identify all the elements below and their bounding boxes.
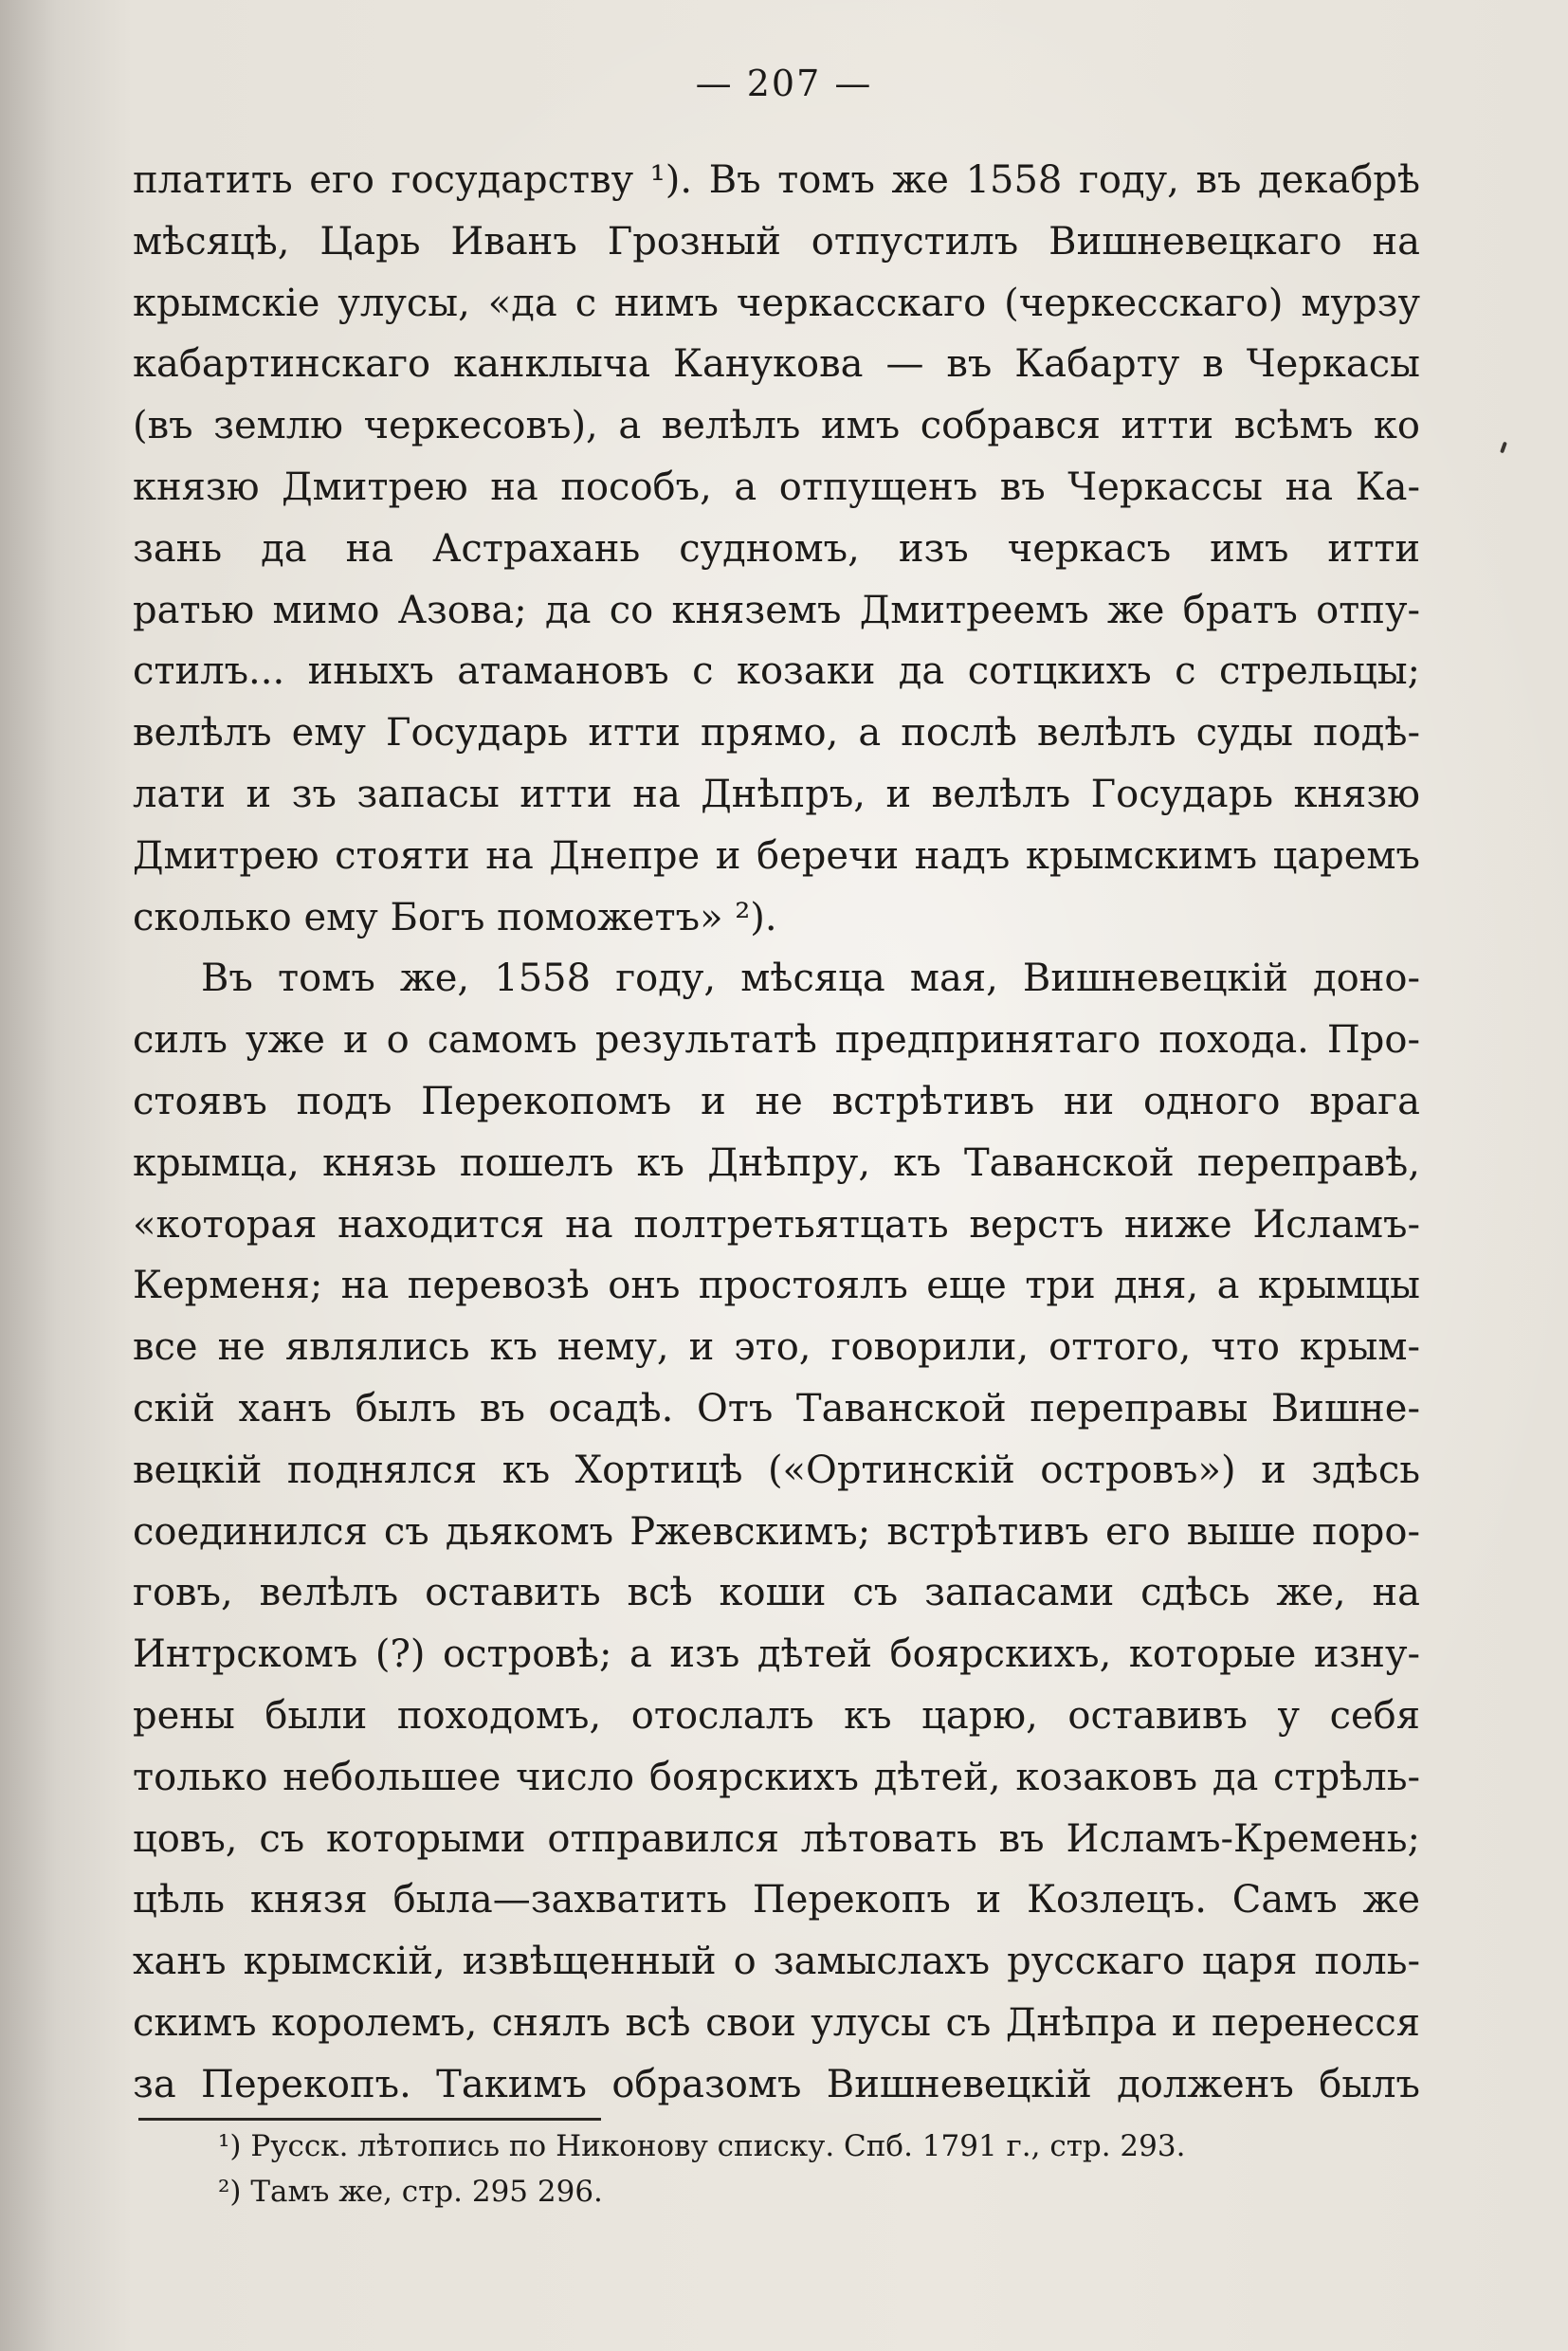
footnote: ¹) Русск. лѣтопись по Никонову списку. Спб. 1791 г., стр. 293. bbox=[218, 2129, 1186, 2163]
footnote-divider bbox=[138, 2118, 601, 2121]
text-line: «которая находится на полтретьятцать верстъ ниже Исламъ- bbox=[133, 1202, 1420, 1247]
text-line: все не являлись къ нему, и это, говорили, оттого, что крым- bbox=[133, 1325, 1420, 1370]
text-line: сколько ему Богъ поможетъ» ²). bbox=[133, 895, 777, 939]
text-line: скій ханъ былъ въ осадѣ. Отъ Таванской переправы Вишне- bbox=[133, 1386, 1420, 1431]
text-line: Въ томъ же, 1558 году, мѣсяца мая, Вишневецкій доно- bbox=[201, 957, 1420, 1001]
text-line: крымскіе улусы, «да с нимъ черкасскаго (черкесскаго) мурзу bbox=[133, 281, 1420, 325]
text-line: вецкій поднялся къ Хортицѣ («Ортинскій островъ») и здѣсь bbox=[133, 1448, 1420, 1492]
text-line: рены были походомъ, отослалъ къ царю, оставивъ у себя bbox=[133, 1693, 1420, 1738]
text-line: цѣль князя была—захватить Перекопъ и Козлецъ. Самъ же bbox=[133, 1878, 1420, 1923]
text-line: соединился съ дьякомъ Ржевскимъ; встрѣтивъ его выше поро- bbox=[133, 1509, 1420, 1554]
text-line: зань да на Астрахань судномъ, изъ черкасъ имъ итти bbox=[133, 526, 1420, 571]
text-line: силъ уже и о самомъ результатѣ предпринятаго похода. Про- bbox=[133, 1018, 1420, 1063]
text-line: цовъ, съ которыми отправился лѣтовать въ Исламъ-Кремень; bbox=[133, 1816, 1420, 1861]
ink-speck bbox=[1500, 442, 1507, 454]
text-line: Интрскомъ (?) островѣ; а изъ дѣтей боярскихъ, которые изну- bbox=[133, 1632, 1420, 1677]
text-line: кабартинскаго канклыча Канукова — въ Кабарту в Черкасы bbox=[133, 342, 1420, 387]
text-line: крымца, князь пошелъ къ Днѣпру, къ Таванской переправѣ, bbox=[133, 1140, 1420, 1185]
text-line: князю Дмитрею на пособъ, а отпущенъ въ Черкассы на Ка- bbox=[133, 465, 1420, 509]
footnote: ²) Тамъ же, стр. 295 296. bbox=[218, 2175, 603, 2209]
text-line: (въ землю черкесовъ), а велѣлъ имъ собрався итти всѣмъ ко bbox=[133, 404, 1420, 448]
text-line: только небольшее число боярскихъ дѣтей, козаковъ да стрѣль- bbox=[133, 1755, 1420, 1799]
text-line: стоявъ подъ Перекопомъ и не встрѣтивъ ни одного врага bbox=[133, 1079, 1420, 1123]
text-line: ханъ крымскій, извѣщенный о замыслахъ русскаго царя поль- bbox=[133, 1940, 1420, 1984]
text-line: за Перекопъ. Такимъ образомъ Вишневецкій долженъ былъ bbox=[133, 2062, 1420, 2106]
text-line: скимъ королемъ, снялъ всѣ свои улусы съ Днѣпра и перенесся bbox=[133, 2000, 1420, 2045]
text-line: мѣсяцѣ, Царь Иванъ Грозный отпустилъ Вишневецкаго на bbox=[133, 219, 1420, 264]
footnotes bbox=[218, 2123, 1403, 2214]
text-line: велѣлъ ему Государь итти прямо, а послѣ велѣлъ суды подѣ- bbox=[133, 711, 1420, 756]
text-line: Керменя; на перевозѣ онъ простоялъ еще три дня, а крымцы bbox=[133, 1264, 1420, 1308]
text-line: стилъ... иныхъ атамановъ с козаки да сотцкихъ с стрельцы; bbox=[133, 649, 1420, 694]
text-line: лати и зъ запасы итти на Днѣпръ, и велѣлъ Государь князю bbox=[133, 772, 1420, 816]
page-number: — 207 — bbox=[695, 63, 873, 104]
text-line: платить его государству ¹). Въ томъ же 1558 году, въ декабрѣ bbox=[133, 158, 1420, 202]
text-line: говъ, велѣлъ оставить всѣ коши съ запасами сдѣсь же, на bbox=[133, 1571, 1420, 1615]
body-text bbox=[133, 150, 1420, 2116]
text-line: Дмитрею стояти на Днепре и беречи надъ крымскимъ царемъ bbox=[133, 833, 1420, 878]
text-line: ратью мимо Азова; да со княземъ Дмитреемъ же братъ отпу- bbox=[133, 588, 1420, 632]
